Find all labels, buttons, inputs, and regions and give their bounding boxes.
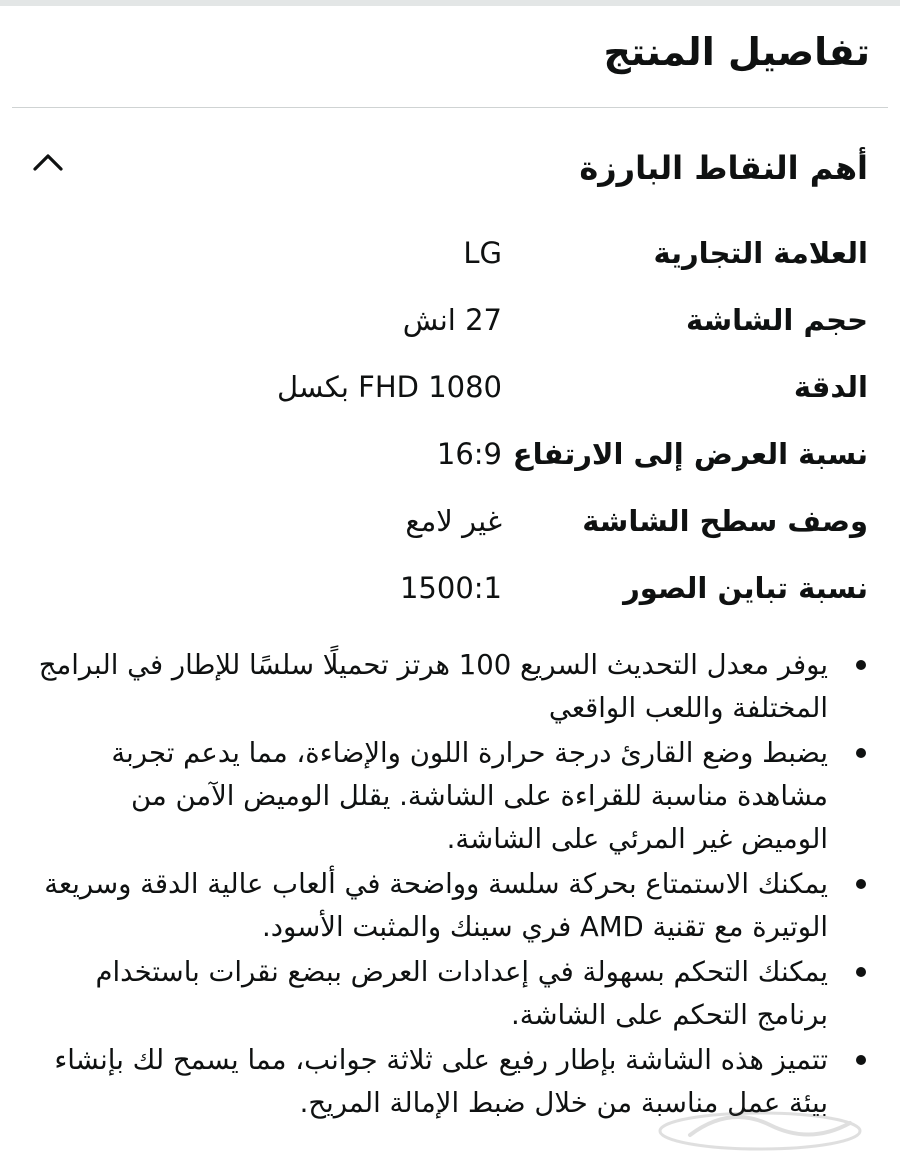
- spec-label: وصف سطح الشاشة: [582, 504, 868, 538]
- feature-bullet-text: تتميز هذه الشاشة بإطار رفيع على ثلاثة جوانب، مما يسمح لك بإنشاء بيئة عمل مناسبة من خلال ضبط الإمالة المريح.: [54, 1044, 828, 1119]
- spec-label: حجم الشاشة: [686, 303, 868, 337]
- spec-value: LG: [463, 236, 502, 270]
- spec-row-surface: [0, 491, 900, 558]
- feature-bullet-text: يضبط وضع القارئ درجة حرارة اللون والإضاءة، مما يدعم تجربة مشاهدة مناسبة للقراءة على الشاشة. يقلل الوميض الآمن من الوميض غير المرئي على الشاشة.: [111, 737, 828, 855]
- bullet-dot-icon: [856, 967, 866, 977]
- spec-row-resolution: [0, 357, 900, 424]
- feature-bullet: [36, 951, 870, 1037]
- spec-value: 27 انش: [402, 303, 502, 337]
- spec-label: العلامة التجارية: [653, 236, 868, 270]
- chevron-up-icon[interactable]: [32, 150, 64, 174]
- watermark-logo-icon: [650, 1095, 870, 1155]
- spec-table: [0, 223, 900, 625]
- title-divider: [12, 107, 888, 108]
- feature-bullet-list: [36, 644, 870, 1127]
- spec-row-contrast: [0, 558, 900, 625]
- page-title: تفاصيل المنتج: [603, 30, 870, 74]
- feature-bullet-text: يمكنك التحكم بسهولة في إعدادات العرض ببضع نقرات باستخدام برنامج التحكم على الشاشة.: [95, 956, 828, 1031]
- bullet-dot-icon: [856, 1055, 866, 1065]
- spec-label: الدقة: [793, 370, 868, 404]
- feature-bullet: [36, 732, 870, 861]
- bullet-dot-icon: [856, 748, 866, 758]
- spec-value: 1500:1: [399, 571, 502, 605]
- spec-value: FHD 1080 بكسل: [277, 370, 502, 404]
- spec-label: نسبة تباين الصور: [623, 571, 868, 605]
- spec-label: نسبة العرض إلى الارتفاع: [512, 437, 868, 471]
- section-title: أهم النقاط البارزة: [579, 149, 868, 187]
- feature-bullet-text: يوفر معدل التحديث السريع 100 هرتز تحميلًا سلسًا للإطار في البرامج المختلفة واللعب الواقعي: [38, 649, 828, 724]
- bullet-dot-icon: [856, 879, 866, 889]
- top-bar: [0, 0, 900, 6]
- feature-bullet: [36, 644, 870, 730]
- bullet-dot-icon: [856, 660, 866, 670]
- highlights-section-header[interactable]: [0, 140, 900, 200]
- spec-value: غير لامع: [405, 504, 502, 538]
- feature-bullet-text: يمكنك الاستمتاع بحركة سلسة وواضحة في ألعاب عالية الدقة وسريعة الوتيرة مع تقنية AMD فري سينك والمثبت الأسود.: [44, 868, 828, 943]
- feature-bullet: [36, 863, 870, 949]
- spec-row-screen-size: [0, 290, 900, 357]
- spec-value: 16:9: [436, 437, 502, 471]
- spec-row-brand: [0, 223, 900, 290]
- spec-row-aspect-ratio: [0, 424, 900, 491]
